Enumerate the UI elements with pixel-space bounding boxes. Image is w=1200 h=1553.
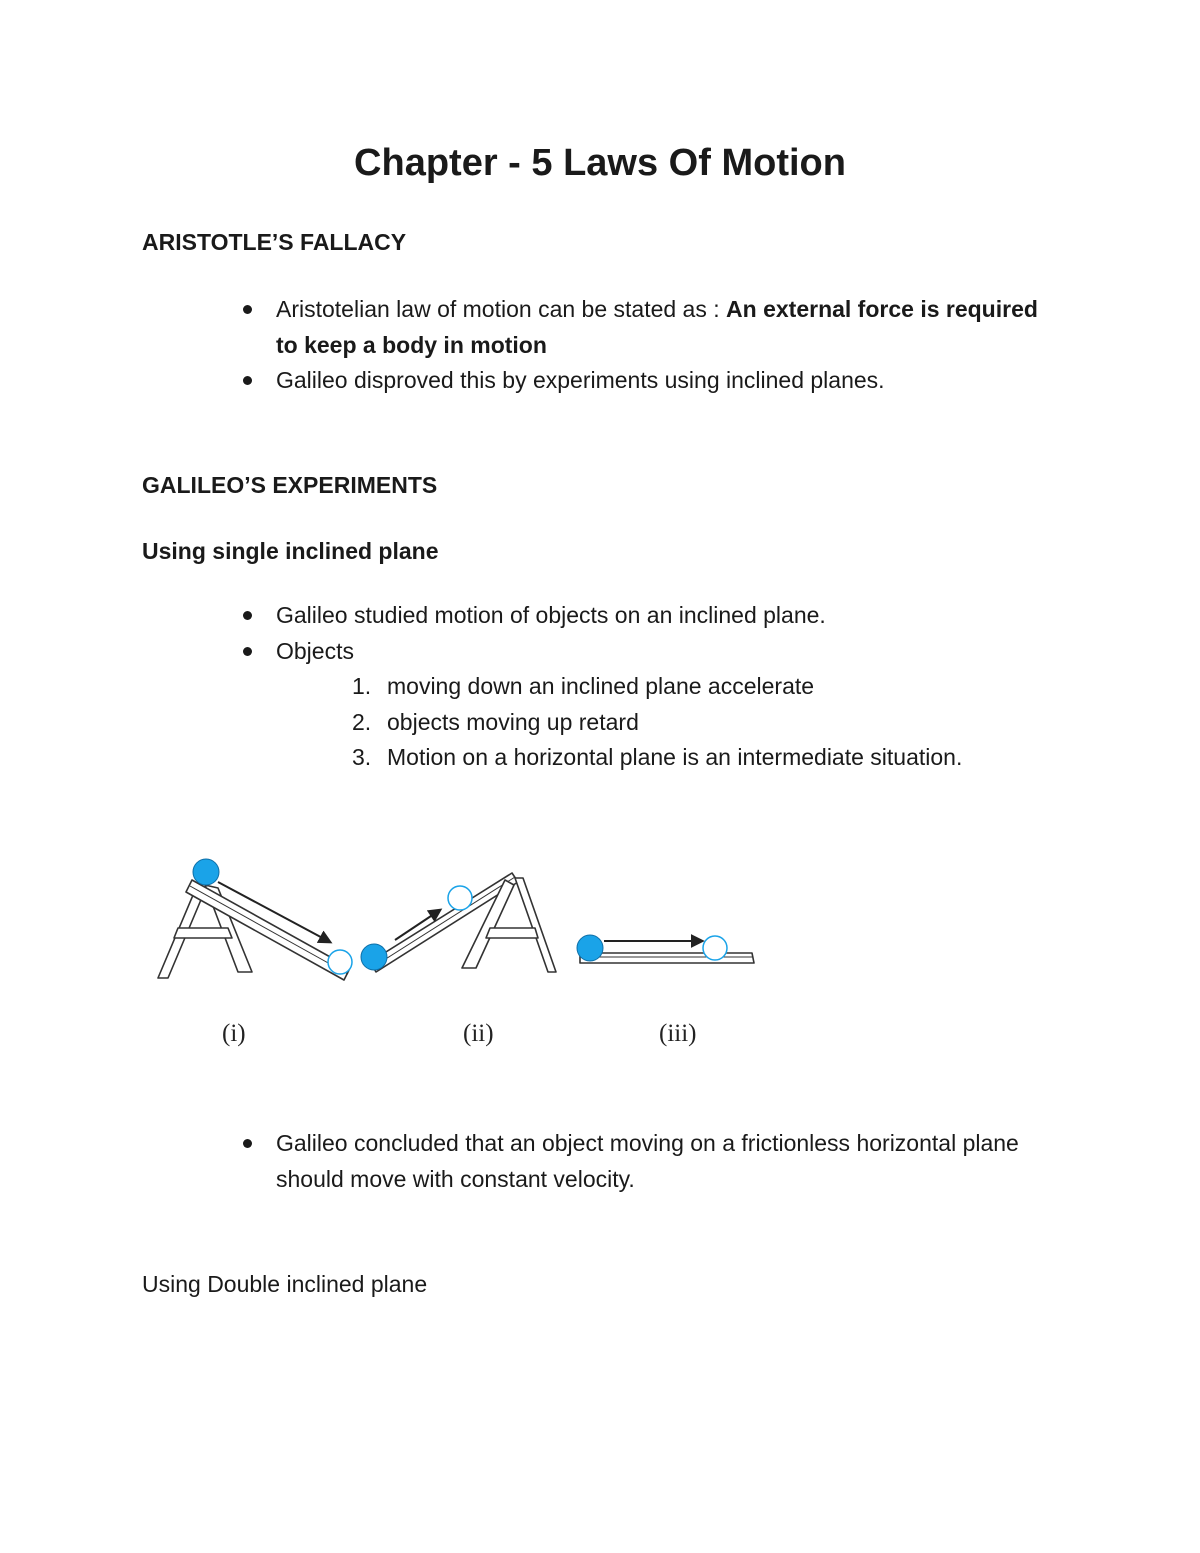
galileo-bullet-list — [240, 598, 1040, 669]
bullet-text: Galileo concluded that an object moving on a frictionless horizontal plane should move with constant velocity. — [276, 1130, 1019, 1192]
list-item — [240, 363, 1040, 399]
bullet-bold-text: An external force is required to keep a body in motion — [276, 296, 1038, 358]
page-title: Chapter - 5 Laws Of Motion — [354, 142, 846, 184]
section-heading-galileo: GALILEO’S EXPERIMENTS — [142, 472, 438, 498]
bullet-text: Galileo disproved this by experiments using inclined planes. — [276, 367, 885, 393]
ball-start-i — [193, 859, 219, 885]
section-heading-aristotle: ARISTOTLE’S FALLACY — [142, 229, 407, 255]
bullet-icon — [243, 611, 252, 620]
objects-numbered-list — [352, 669, 1052, 776]
horizontal-plank-iii — [580, 953, 754, 963]
ball-end-iii — [703, 936, 727, 960]
bullet-icon — [243, 647, 252, 656]
ball-end-ii — [448, 886, 472, 910]
a-frame-support-ii — [462, 878, 556, 972]
figure-caption-i: (i) — [222, 1020, 246, 1047]
list-item — [240, 292, 1040, 363]
ball-start-iii — [577, 935, 603, 961]
list-item — [240, 1126, 1040, 1197]
list-item — [240, 598, 1040, 634]
list-item — [240, 634, 1040, 670]
figure-caption-ii: (ii) — [463, 1020, 494, 1047]
ball-end-i — [328, 950, 352, 974]
aristotle-bullet-list — [240, 292, 1040, 399]
subheading-single-plane: Using single inclined plane — [142, 538, 439, 564]
bullet-text: Aristotelian law of motion can be stated as : — [276, 296, 727, 322]
numbered-item: 2. objects moving up retard — [352, 708, 639, 735]
numbered-item: 1. moving down an inclined plane accelerate — [352, 673, 815, 699]
bullet-icon — [243, 1139, 252, 1148]
bullet-text: Objects — [276, 637, 354, 664]
figure-caption-iii: (iii) — [659, 1020, 697, 1047]
ball-start-ii — [361, 944, 387, 970]
subheading-double-plane: Using Double inclined plane — [142, 1271, 428, 1297]
bullet-icon — [243, 305, 252, 314]
bullet-text: Galileo studied motion of objects on an inclined plane. — [276, 602, 826, 628]
numbered-item: 3. Motion on a horizontal plane is an intermediate situation. — [352, 744, 963, 770]
conclusion-bullet-list — [240, 1126, 1040, 1197]
bullet-icon — [243, 376, 252, 385]
